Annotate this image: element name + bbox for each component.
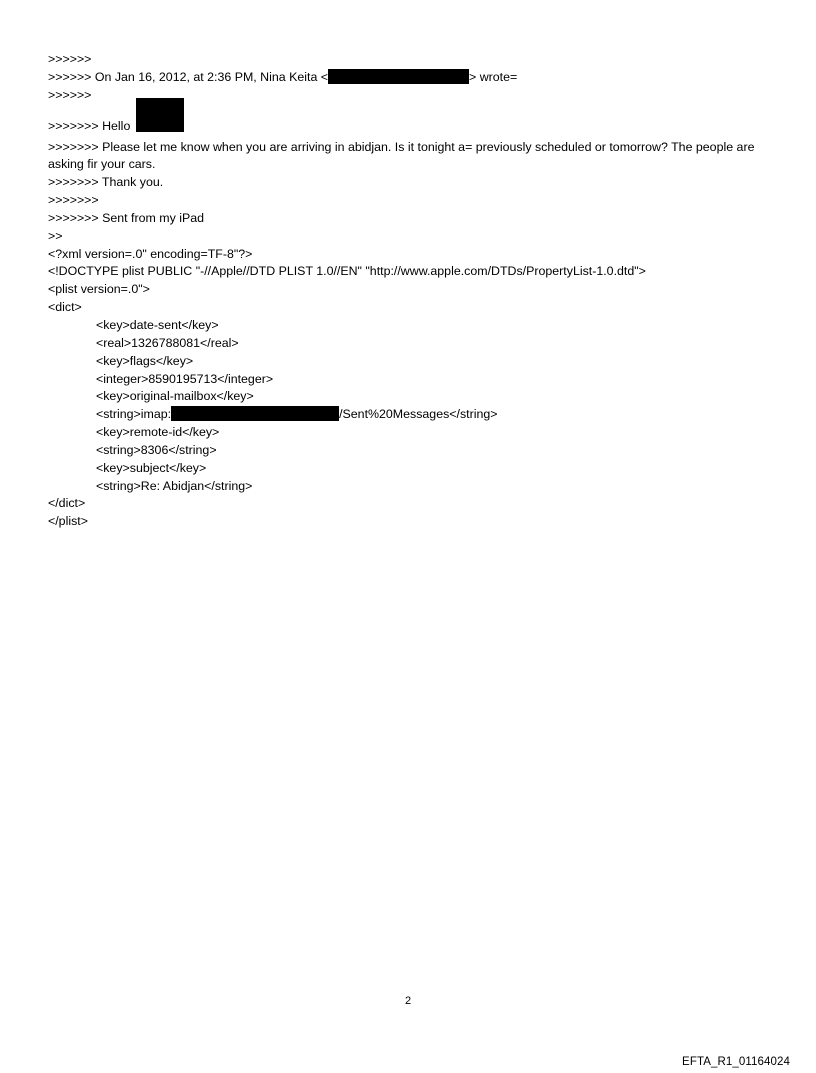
plist-entry-line: <real>1326788081</real> xyxy=(96,335,239,350)
quote-line: >>>>>> xyxy=(48,87,92,102)
dict-close-line: </dict> xyxy=(48,496,86,511)
plist-close-line: </plist> xyxy=(48,514,88,529)
quote-header-line xyxy=(48,69,768,87)
quote-header-text: >>>>>> On Jan 16, 2012, at 2:36 PM, Nina Keita < xyxy=(48,69,329,84)
xml-declaration-line: <?xml version=.0" encoding=TF-8"?> xyxy=(48,246,253,261)
greeting-text: >>>>>>> Hello xyxy=(48,118,134,133)
quote-line: >>>>>>> xyxy=(48,193,99,208)
imap-suffix: /Sent%20Messages</string> xyxy=(339,407,498,422)
redacted-email-block xyxy=(328,69,469,84)
quote-line: >>>>>> xyxy=(48,52,92,66)
signature-line: >>>>>>> Sent from my iPad xyxy=(48,210,205,225)
message-body-line: >>>>>>> Please let me know when you are arriving in abidjan. Is it tonight a= previously scheduled or tomorrow? The people are asking fir your cars. xyxy=(48,139,758,172)
plist-entry-line: <key>subject</key> xyxy=(96,460,207,475)
plist-open-line: <plist version=.0"> xyxy=(48,282,150,297)
quote-line: >> xyxy=(48,228,63,243)
dict-open-line: <dict> xyxy=(48,300,82,315)
redacted-imap-block xyxy=(171,406,339,421)
redacted-name-block xyxy=(136,98,184,132)
plist-entry-line: <key>original-mailbox</key> xyxy=(96,389,254,404)
plist-entry-line: <key>flags</key> xyxy=(96,353,194,368)
plist-entry-line: <string>Re: Abidjan</string> xyxy=(96,478,253,493)
document-body xyxy=(48,51,768,531)
thanks-line: >>>>>>> Thank you. xyxy=(48,175,164,190)
plist-entry-line: <key>remote-id</key> xyxy=(96,425,220,440)
greeting-line xyxy=(48,105,768,139)
document-id: EFTA_R1_01164024 xyxy=(682,1056,790,1068)
doctype-line: <!DOCTYPE plist PUBLIC "-//Apple//DTD PLIST 1.0//EN" "http://www.apple.com/DTDs/PropertyList-1.0.dtd"> xyxy=(48,264,646,279)
imap-prefix: <string>imap: xyxy=(96,407,172,422)
plist-entry-line: <string>8306</string> xyxy=(96,442,217,457)
page-number: 2 xyxy=(404,995,412,1007)
imap-string-line xyxy=(48,406,768,424)
quote-header-suffix: > wrote= xyxy=(469,69,518,84)
plist-entry-line: <key>date-sent</key> xyxy=(96,317,219,332)
plist-entry-line: <integer>8590195713</integer> xyxy=(96,371,274,386)
